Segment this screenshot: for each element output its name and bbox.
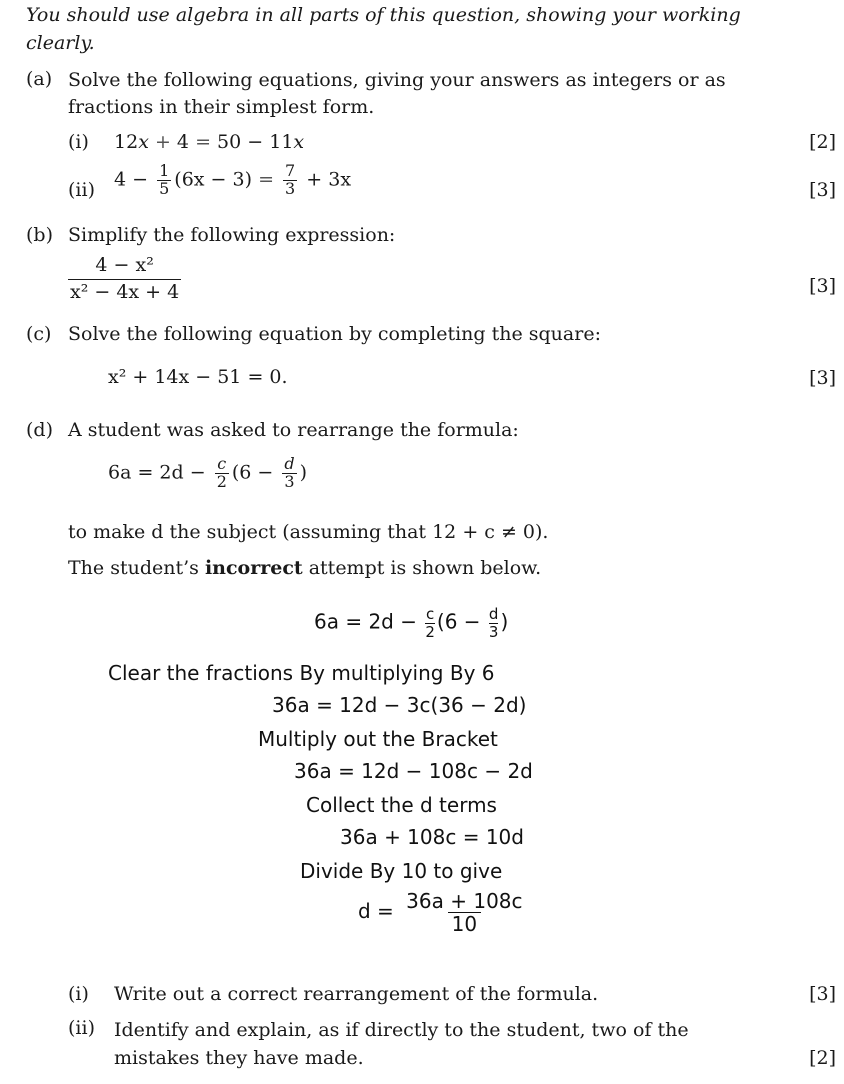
part-d-ii-marks: [2] [809, 1047, 836, 1069]
intro-text: You should use algebra in all parts of this question, showing your working clearly. [26, 4, 741, 54]
part-d-text: A student was asked to rearrange the formula: [68, 419, 519, 441]
part-d-formula: 6a = 2d − $\frac{c}{2}$ (6 − $\frac{d}{3}$ ) [108, 454, 308, 491]
part-a-i-equation: 12x + 4 = 50 − 11x [114, 131, 305, 153]
handwritten-line-9: d = $\frac{36a + 108c}{10}$ [358, 889, 523, 936]
part-d-subject-text: to make d the subject (assuming that 12 + c ≠ 0). [68, 521, 549, 543]
part-c-marks: [3] [809, 367, 836, 389]
part-c-label: (c) [26, 323, 52, 345]
part-d-i-label: (i) [68, 983, 89, 1005]
part-a-label: (a) [26, 68, 53, 90]
part-a-text: Solve the following equations, giving your answers as integers or as fractions in their simplest form. [68, 69, 726, 118]
part-d-i-marks: [3] [809, 983, 836, 1005]
handwritten-line-4: Multiply out the Bracket [258, 727, 498, 751]
part-a-i-marks: [2] [809, 131, 836, 153]
part-b-label: (b) [26, 224, 53, 246]
fraction-seven-thirds: $\frac{7}{3}$ [285, 161, 296, 198]
part-a-ii-label: (ii) [68, 179, 95, 201]
handwritten-line-2: Clear the fractions By multiplying By 6 [108, 661, 495, 685]
part-a-i-label: (i) [68, 131, 89, 153]
part-b-expression: $\frac{\text{4 − x²}}{\text{x² − 4x + 4}}$ [70, 254, 180, 303]
part-c-text: Solve the following equation by completing the square: [68, 323, 601, 345]
part-d-label: (d) [26, 419, 53, 441]
part-b-text: Simplify the following expression: [68, 224, 396, 246]
part-d-ii-label: (ii) [68, 1017, 95, 1039]
fraction-one-fifth: $\frac{1}{5}$ [159, 161, 170, 198]
part-b-marks: [3] [809, 275, 836, 297]
handwritten-line-5: 36a = 12d − 108c − 2d [294, 759, 533, 783]
handwritten-line-1: 6a = 2d − $\frac{c}{2}$ (6 − $\frac{d}{3}$ ) [314, 605, 509, 641]
handwritten-line-7: 36a + 108c = 10d [340, 825, 524, 849]
part-d-ii-text: Identify and explain, as if directly to the student, two of the mistakes they have made. [114, 1019, 689, 1069]
part-d-i-text: Write out a correct rearrangement of the formula. [114, 983, 599, 1005]
part-d-attempt-text: The student’s incorrect attempt is shown below. [68, 557, 542, 579]
handwritten-line-8: Divide By 10 to give [300, 859, 503, 883]
part-c-equation: x² + 14x − 51 = 0. [108, 366, 288, 388]
part-a-ii-equation: 4 − $\frac{1}{5}$ (6x − 3) = $\frac{7}{3}$ + 3x [114, 161, 352, 198]
handwritten-line-6: Collect the d terms [306, 793, 497, 817]
handwritten-line-3: 36a = 12d − 3c(36 − 2d) [272, 693, 527, 717]
part-a-ii-marks: [3] [809, 179, 836, 201]
